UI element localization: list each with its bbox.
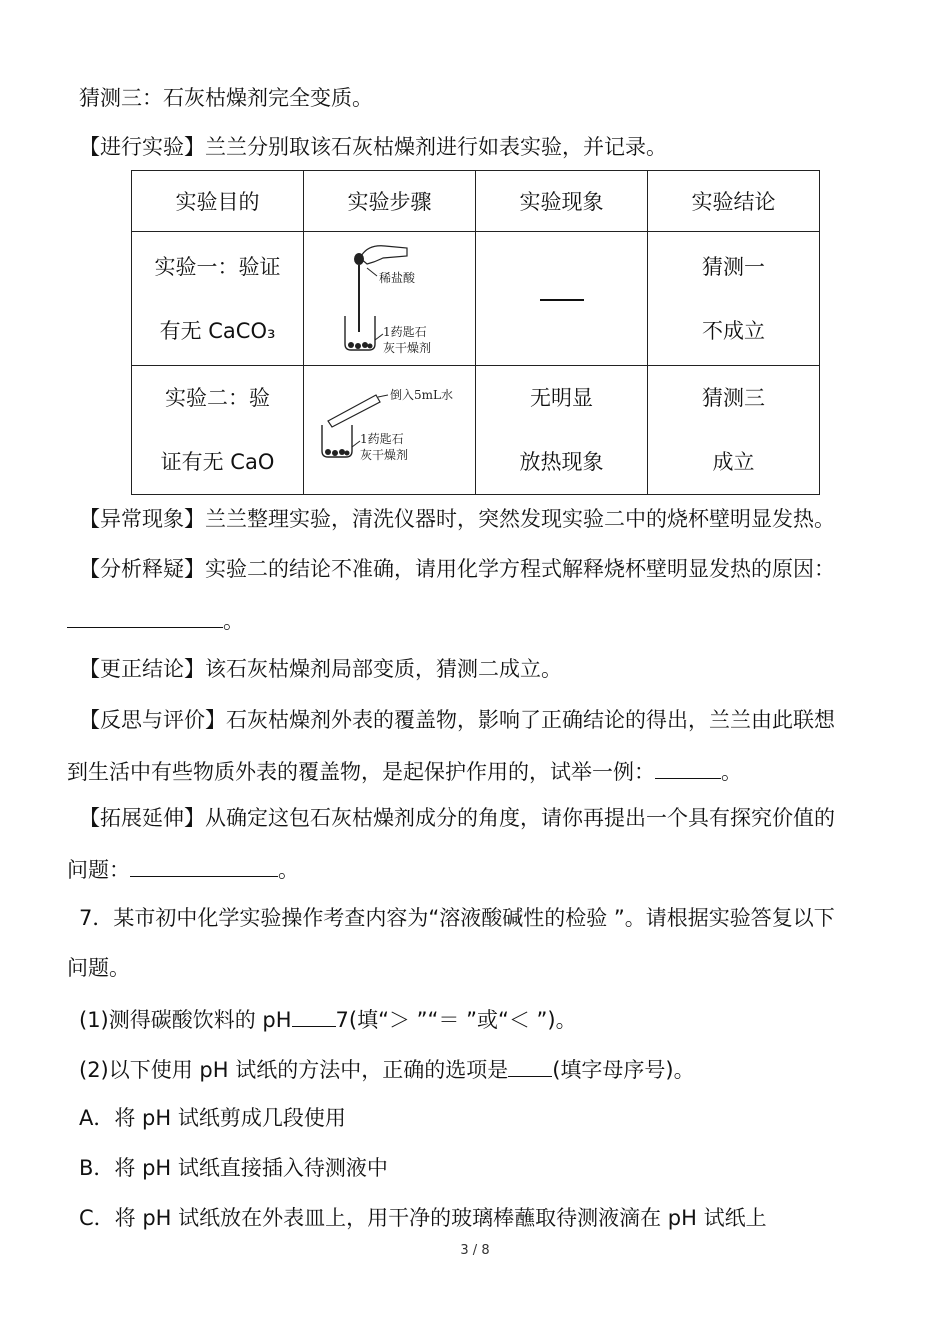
- acid-test-illustration: [315, 236, 465, 356]
- row1-conclusion-line1: 猜测一: [702, 254, 765, 279]
- sample-label-2: 灰干燥剂: [382, 341, 431, 355]
- row2-conclusion-line1: 猜测三: [702, 386, 765, 410]
- question7-part2-line: [79, 1054, 695, 1084]
- row1-purpose-line1: 实验一：验证: [154, 254, 281, 279]
- q7-part2-text-b: (填字母序号)。: [552, 1058, 695, 1082]
- hand-icon: [360, 246, 407, 264]
- extension-text-1: 【拓展延伸】从确定这包石灰枯燥剂成分的角度，请你再提出一个具有探究价值的: [79, 806, 835, 830]
- analysis-answer-line: [67, 605, 244, 635]
- sample-label-1: 1药匙石: [359, 431, 404, 446]
- option-a-text: A．将 pH 试纸剪成几段使用: [79, 1106, 346, 1130]
- water-test-illustration: [310, 383, 470, 473]
- row2-step-cell: [304, 366, 476, 495]
- row2-phenomenon-cell: [476, 366, 648, 495]
- table-row: [132, 232, 820, 366]
- page-number: 3 / 8: [460, 1243, 490, 1258]
- row1-conclusion-cell: [648, 232, 820, 366]
- reflection-text-1: 【反思与评价】石灰枯燥剂外表的覆盖物，影响了正确结论的得出，兰兰由此联想: [79, 708, 835, 732]
- row2-purpose-line1: 实验二：验: [165, 386, 270, 410]
- option-b-text: B．将 pH 试纸直接插入待测液中: [79, 1156, 388, 1180]
- answer-blank[interactable]: [292, 1004, 336, 1027]
- period-text: 。: [721, 760, 742, 784]
- abnormal-phenomenon-text: 【异常现象】兰兰整理实验，清洗仪器时，突然发现实验二中的烧杯壁明显发热。: [79, 507, 835, 531]
- answer-blank[interactable]: [130, 854, 278, 877]
- extension-answer-line: [67, 854, 299, 884]
- water-label: 倒入5mL水: [389, 387, 453, 402]
- row1-phenomenon-dash: [540, 299, 584, 301]
- row1-step-cell: [304, 232, 476, 366]
- experiment-intro-text: 【进行实验】兰兰分别取该石灰枯燥剂进行如表实验，并记录。: [79, 135, 667, 159]
- header-phenomenon: 实验现象: [476, 171, 648, 232]
- question7-text-2: 问题。: [67, 956, 130, 980]
- reflection-answer-line: [67, 756, 742, 786]
- guess-three-text: 猜测三：石灰枯燥剂完全变质。: [79, 86, 373, 110]
- option-c-text: C．将 pH 试纸放在外表皿上，用干净的玻璃棒蘸取待测液滴在 pH 试纸上: [79, 1206, 767, 1230]
- corrected-conclusion-text: 【更正结论】该石灰枯燥剂局部变质，猜测二成立。: [79, 657, 562, 681]
- table-row: [132, 366, 820, 495]
- row2-purpose-cell: [132, 366, 304, 495]
- row2-phenomenon-line2: 放热现象: [519, 450, 604, 474]
- row1-purpose-line2: 有无 CaCO₃: [159, 318, 276, 343]
- sample-label-2: 灰干燥剂: [359, 447, 408, 462]
- row1-conclusion-line2: 不成立: [702, 318, 765, 343]
- row2-conclusion-line2: 成立: [712, 450, 755, 474]
- reflection-text-2: 到生活中有些物质外表的覆盖物，是起保护作用的，试举一例：: [67, 760, 655, 784]
- question7-part1-line: [79, 1004, 577, 1034]
- acid-label: 稀盐酸: [378, 271, 415, 285]
- period-text: 。: [223, 609, 244, 633]
- q7-part1-text-a: (1)测得碳酸饮料的 pH: [79, 1008, 292, 1032]
- period-text: 。: [278, 858, 299, 882]
- test-tube-icon: [328, 395, 380, 427]
- row2-conclusion-cell: [648, 366, 820, 495]
- header-steps: 实验步骤: [304, 171, 476, 232]
- answer-blank[interactable]: [67, 605, 223, 628]
- row2-purpose-line2: 证有无 CaO: [160, 450, 275, 474]
- row1-phenomenon-cell: [476, 232, 648, 366]
- q7-part2-text-a: (2)以下使用 pH 试纸的方法中，正确的选项是: [79, 1058, 509, 1082]
- experiment-table: [131, 170, 820, 495]
- row2-phenomenon-line1: 无明显: [530, 386, 593, 410]
- sample-label-1: 1药匙石: [382, 325, 427, 339]
- row1-purpose-cell: [132, 232, 304, 366]
- answer-blank[interactable]: [508, 1054, 552, 1077]
- table-header-row: [132, 171, 820, 232]
- header-conclusion: 实验结论: [648, 171, 820, 232]
- analysis-text: 【分析释疑】实验二的结论不准确，请用化学方程式解释烧杯壁明显发热的原因：: [79, 557, 835, 581]
- dropper-bulb-icon: [354, 253, 364, 265]
- q7-part1-text-b: 7(填“＞ ”“＝ ”或“＜ ”)。: [335, 1008, 577, 1032]
- header-purpose: 实验目的: [132, 171, 304, 232]
- extension-text-2: 问题：: [67, 858, 130, 882]
- question7-text-1: 7．某市初中化学实验操作考查内容为“溶液酸碱性的检验 ”。请根据实验答复以下: [79, 906, 835, 930]
- answer-blank[interactable]: [655, 756, 721, 779]
